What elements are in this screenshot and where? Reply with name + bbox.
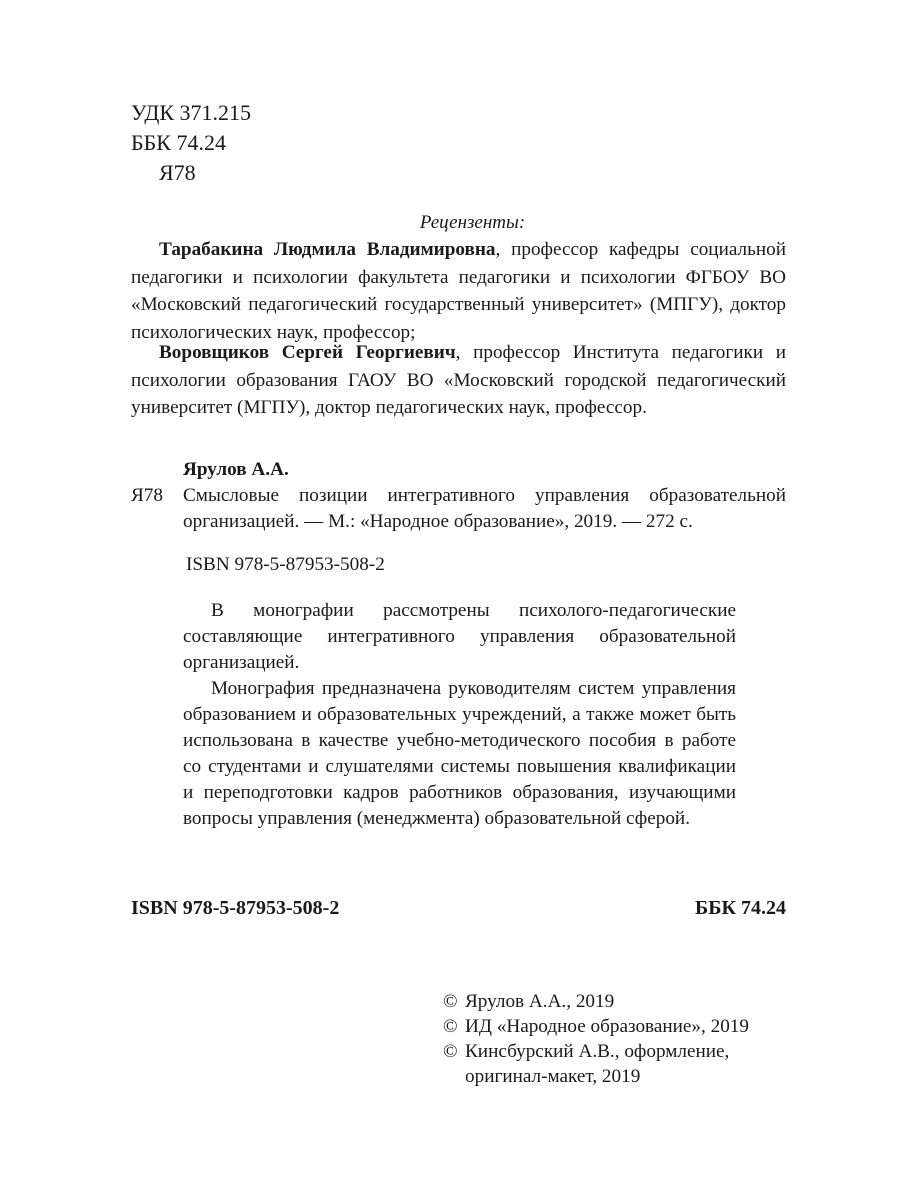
copyright-icon: © <box>443 1041 458 1062</box>
annotation-paragraph: В монографии рассмотрены психолого-педагогические составляющие интегративного управления образовательной организацией. <box>183 600 736 673</box>
footer-isbn: ISBN 978-5-87953-508-2 <box>131 897 340 919</box>
reviewer-name: Тарабакина Людмила Владимировна <box>159 239 496 260</box>
copyright-icon: © <box>443 991 458 1012</box>
annotation-paragraph: Монография предназначена руководителям систем управления образованием и образовательных учреждений, а также может быть использована в качестве учебно-методического пособия в работе со студентами и слушателями системы повышения квалификации и переподготовки кадров работников образования, изучающими вопросы управления (менеджмента) образовательной сферой. <box>183 678 736 829</box>
classification-codes <box>131 98 251 188</box>
bbk-code: ББК 74.24 <box>131 130 226 155</box>
reviewers-heading: Рецензенты: <box>419 212 526 233</box>
bibliographic-entry: Смысловые позиции интегративного управления образовательной организацией. — М.: «Народное образование», 2019. — 272 с. <box>183 485 786 532</box>
footer-bbk: ББК 74.24 <box>695 897 786 919</box>
copyright-icon: © <box>443 1016 458 1037</box>
copyright-continuation: оригинал-макет, 2019 <box>465 1066 641 1087</box>
copyright-line: © ИД «Народное образование», 2019 <box>443 1016 749 1037</box>
reviewer-description: , профессор кафедры социальной педагогики и психологии факультета педагогики и психологии ФГБОУ ВО «Московский педагогический государственный университет» (МПГУ), доктор психологических наук, профессор; <box>131 239 786 343</box>
copyright-line: © Кинсбурский А.В., оформление, <box>443 1041 730 1062</box>
reviewer-name: Воровщиков Сергей Георгиевич <box>159 342 456 363</box>
book-author: Ярулов А.А. <box>183 459 289 480</box>
reviewer-entry <box>131 339 786 422</box>
copyright-line: © Ярулов А.А., 2019 <box>443 991 615 1012</box>
reviewer-entry <box>131 236 786 346</box>
reviewer-description: , профессор Института педагогики и психологии образования ГАОУ ВО «Московский городской педагогический университет (МГПУ), доктор педагогических наук, профессор. <box>131 342 786 418</box>
call-number: Я78 <box>131 485 163 506</box>
author-mark: Я78 <box>159 160 196 185</box>
copyright-block <box>443 989 749 1089</box>
udk-code: УДК 371.215 <box>131 100 252 125</box>
isbn: ISBN 978-5-87953-508-2 <box>186 554 385 575</box>
